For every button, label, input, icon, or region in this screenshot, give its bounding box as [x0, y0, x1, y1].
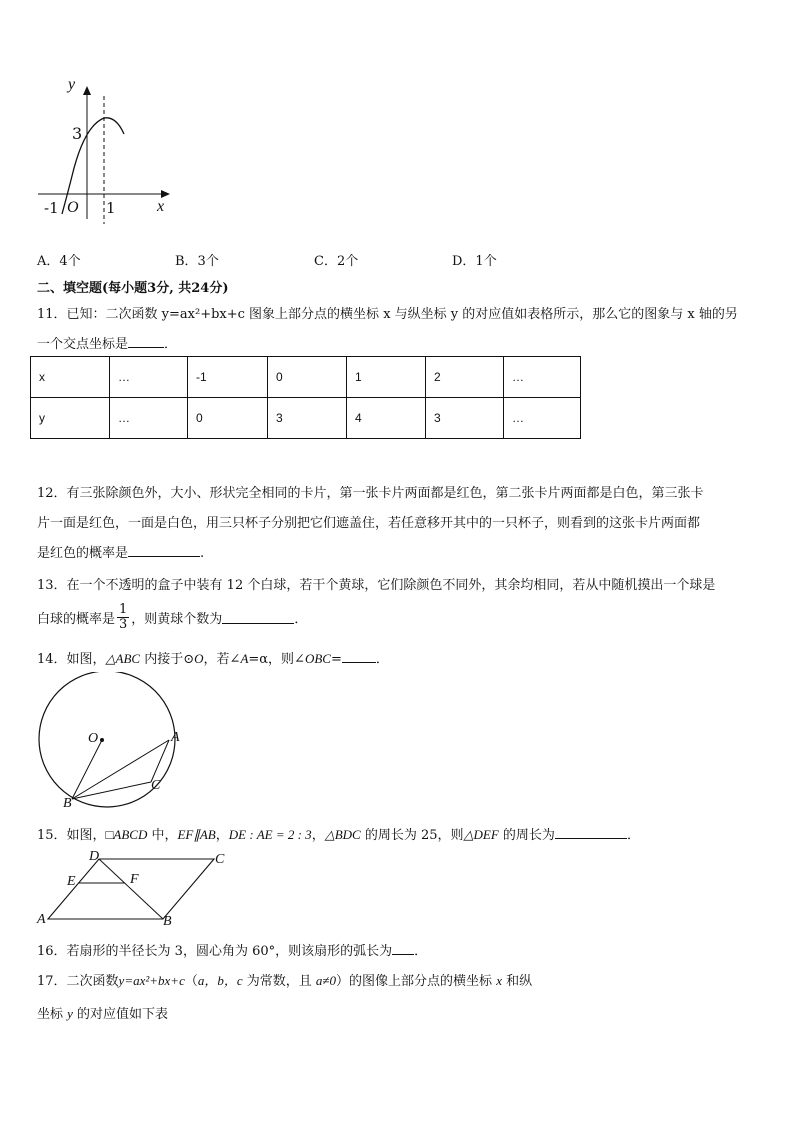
- table-row: [31, 398, 581, 439]
- option-b[interactable]: B．3个: [175, 254, 219, 269]
- graph-y-label: y: [68, 76, 76, 93]
- q13-fraction: [117, 603, 129, 632]
- table-cell: …: [110, 357, 188, 398]
- graph-tick-3: 3: [72, 124, 83, 143]
- q15-mid2: ，: [215, 828, 229, 843]
- q15-label-a: A: [37, 912, 46, 927]
- y-axis-arrow: [83, 86, 91, 95]
- q17-line2: [37, 1003, 168, 1022]
- table-cell: 2: [426, 357, 504, 398]
- q14-angle-a: A: [240, 651, 249, 666]
- graph-tick-1: 1: [106, 199, 116, 217]
- q12-text3: 是红色的概率是: [37, 546, 129, 561]
- q13-line1: [37, 574, 715, 593]
- q15-answer-blank[interactable]: [555, 826, 627, 839]
- q13-text2: 白球的概率是: [37, 612, 116, 627]
- q17-condition: a≠0: [315, 973, 337, 988]
- table-cell: 0: [268, 357, 347, 398]
- option-a[interactable]: A．4个: [37, 254, 81, 269]
- q14-mid2: ，若∠: [203, 652, 241, 667]
- q12-answer-blank[interactable]: [128, 544, 200, 557]
- q17-vars: a，b，c: [197, 973, 243, 988]
- q15-label-e: E: [67, 874, 76, 889]
- q15-label-f: F: [130, 872, 139, 887]
- q12-text3-end: .: [200, 546, 205, 561]
- q14-mid4: =: [330, 652, 342, 667]
- q14-mid1: 内接于⊙: [140, 652, 195, 667]
- q12-line1: [37, 482, 704, 501]
- q16-text: 16．若扇形的半径长为 3，圆心角为 60°，则该扇形的弧长为: [37, 944, 393, 959]
- q15-mid4: 的周长为 25，则: [360, 828, 464, 843]
- q12-text1: 12．有三张除颜色外，大小、形状完全相同的卡片，第一张卡片两面都是红色，第二张卡片两面都是白色，第三张卡: [37, 486, 704, 501]
- q11-text2: 一个交点坐标是: [37, 337, 129, 352]
- q16-answer-blank[interactable]: [392, 942, 414, 955]
- table-cell: 3: [268, 398, 347, 439]
- table-cell: 0: [188, 398, 268, 439]
- q14-line: [37, 648, 389, 667]
- table-row: [31, 357, 581, 398]
- segment-ac: [151, 740, 169, 782]
- q15-mid3: ，: [311, 828, 325, 843]
- section-title: 二、填空题(每小题3分, 共24分): [37, 281, 229, 296]
- q15-parallelogram: □ABCD: [105, 827, 148, 842]
- graph-tick-neg1: -1: [44, 199, 59, 217]
- table-cell: …: [110, 398, 188, 439]
- q14-answer-blank[interactable]: [342, 650, 376, 663]
- q15-ef-parallel: EF∥AB: [177, 827, 216, 842]
- table-cell: …: [504, 357, 581, 398]
- q11-answer-blank[interactable]: [128, 335, 164, 348]
- q14-mid3: =α，则∠: [248, 652, 305, 667]
- q16-end: ．: [414, 944, 428, 959]
- q17-text1c: 为常数，且: [242, 974, 316, 989]
- q13-text1: 13．在一个不透明的盒子中装有 12 个白球，若干个黄球，它们除颜色不同外，其余均相同，若从中随机摸出一个球是: [37, 578, 716, 593]
- q15-mid1: 中，: [147, 828, 178, 843]
- fraction-denominator: 3: [119, 617, 128, 632]
- q13-answer-blank[interactable]: [222, 611, 294, 624]
- q15-prefix: 15．如图，: [37, 828, 106, 843]
- table-cell: 1: [347, 357, 426, 398]
- q11-text2-end: ．: [164, 337, 178, 352]
- q13-text2b: ，则黄球个数为: [131, 612, 223, 627]
- q17-x-var: x: [496, 973, 502, 988]
- q15-triangle-bdc: △BDC: [324, 827, 361, 842]
- q17-text1a: 17．二次函数: [37, 974, 119, 989]
- q14-end: ．: [375, 652, 389, 667]
- q13-line2: [37, 603, 307, 632]
- q13-text2-end: ．: [294, 612, 308, 627]
- q14-prefix: 14．如图，: [37, 652, 106, 667]
- q12-text2: 片一面是红色，一面是白色，用三只杯子分别把它们遮盖住，若任意移开其中的一只杯子，则看到的这张卡片两面都: [37, 516, 701, 531]
- q15-label-d: D: [89, 849, 100, 864]
- q11-line1: [37, 303, 738, 322]
- table-cell: 3: [426, 398, 504, 439]
- table-cell: -1: [188, 357, 268, 398]
- q12-line3: [37, 542, 204, 561]
- table-cell: …: [504, 398, 581, 439]
- graph-origin: O: [67, 199, 79, 216]
- q14-circle-o: O: [194, 651, 204, 666]
- q15-label-c: C: [215, 852, 225, 867]
- q15-triangle-def: △DEF: [463, 827, 499, 842]
- q16-line: [37, 940, 427, 959]
- q17-function: y=ax²+bx+c: [118, 973, 185, 988]
- table-cell: 4: [347, 398, 426, 439]
- q15-line: [37, 824, 640, 843]
- q17-text2a: 坐标: [37, 1007, 68, 1022]
- q14-triangle: △ABC: [105, 651, 141, 666]
- table-cell: x: [31, 357, 110, 398]
- q15-ratio: DE : AE = 2 : 3: [228, 827, 312, 842]
- table-cell: y: [31, 398, 110, 439]
- q15-parallelogram-figure: [30, 850, 240, 930]
- q15-end: ．: [626, 828, 640, 843]
- segment-bc: [72, 782, 151, 799]
- q14-label-o: O: [88, 731, 99, 746]
- q17-text1e: 和纵: [501, 974, 533, 989]
- q17-text1d: ）的图像上部分点的横坐标: [336, 974, 497, 989]
- q17-text1b: （: [184, 974, 198, 989]
- q14-angle-obc: OBC: [304, 651, 331, 666]
- q11-value-table: [30, 356, 581, 439]
- option-d[interactable]: D．1个: [452, 254, 497, 269]
- q15-label-b: B: [163, 914, 172, 929]
- q11-line2: [37, 333, 177, 352]
- q14-label-b: B: [63, 796, 72, 811]
- q15-mid5: 的周长为: [498, 828, 555, 843]
- option-c[interactable]: C．2个: [314, 254, 359, 269]
- q12-line2: [37, 512, 700, 531]
- graph-x-label: x: [157, 198, 165, 215]
- q17-line1: [37, 970, 532, 989]
- diagonal-bd: [99, 859, 163, 919]
- q11-text1: 11．已知：二次函数 y=ax²+bx+c 图象上部分点的横坐标 x 与纵坐标 y 的对应值如表格所示，那么它的图象与 x 轴的另: [37, 307, 738, 322]
- x-axis-arrow: [161, 190, 170, 198]
- q14-label-c: C: [151, 778, 161, 793]
- fraction-numerator: 1: [119, 602, 128, 617]
- q17-y-var: y: [67, 1006, 73, 1021]
- q17-text2b: 的对应值如下表: [72, 1007, 169, 1022]
- q14-label-a: A: [171, 730, 180, 745]
